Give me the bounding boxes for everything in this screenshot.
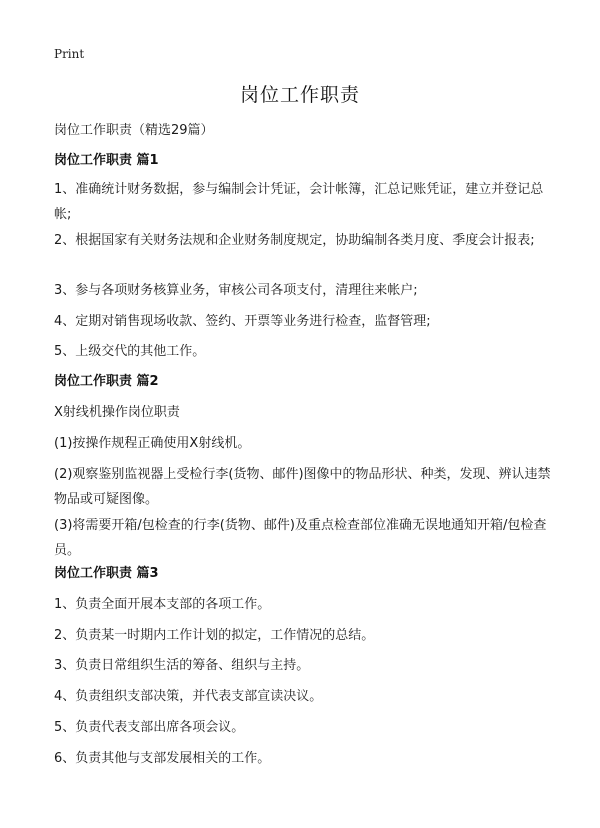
- paragraph: 2、根据国家有关财务法规和企业财务制度规定，协助编制各类月度、季度会计报表;: [54, 233, 535, 248]
- paragraph: 5、负责代表支部出席各项会议。: [54, 720, 245, 735]
- paragraph: (3)将需要开箱/包检查的行李(货物、邮件)及重点检查部位准确无误地通知开箱/包检查员。: [54, 518, 547, 558]
- paragraph: (2)观察鉴别监视器上受检行李(货物、邮件)图像中的物品形状、种类，发现、辨认违禁物品或可疑图像。: [54, 467, 551, 507]
- paragraph: 5、上级交代的其他工作。: [54, 344, 206, 359]
- paragraph: X射线机操作岗位职责: [54, 405, 180, 420]
- page-title: 岗位工作职责: [239, 84, 360, 106]
- paragraph: 6、负责其他与支部发展相关的工作。: [54, 751, 271, 766]
- paragraph: 1、负责全面开展本支部的各项工作。: [54, 597, 271, 612]
- print-label[interactable]: Print: [54, 47, 85, 61]
- section-heading-2: 岗位工作职责 篇2: [54, 374, 159, 389]
- paragraph: 1、准确统计财务数据，参与编制会计凭证，会计帐簿，汇总记账凭证，建立并登记总帐;: [54, 182, 544, 222]
- paragraph: 3、负责日常组织生活的筹备、组织与主持。: [54, 658, 310, 673]
- section-heading-1: 岗位工作职责 篇1: [54, 153, 159, 168]
- document-subtitle: 岗位工作职责（精选29篇）: [54, 123, 214, 138]
- section-heading-3: 岗位工作职责 篇3: [54, 566, 159, 581]
- paragraph: (1)按操作规程正确使用X射线机。: [54, 436, 251, 451]
- paragraph: 4、负责组织支部决策，并代表支部宣读决议。: [54, 689, 323, 704]
- paragraph: 3、参与各项财务核算业务，审核公司各项支付，清理往来帐户;: [54, 283, 418, 298]
- paragraph: 4、定期对销售现场收款、签约、开票等业务进行检查，监督管理;: [54, 314, 431, 329]
- paragraph: 2、负责某一时期内工作计划的拟定，工作情况的总结。: [54, 628, 375, 643]
